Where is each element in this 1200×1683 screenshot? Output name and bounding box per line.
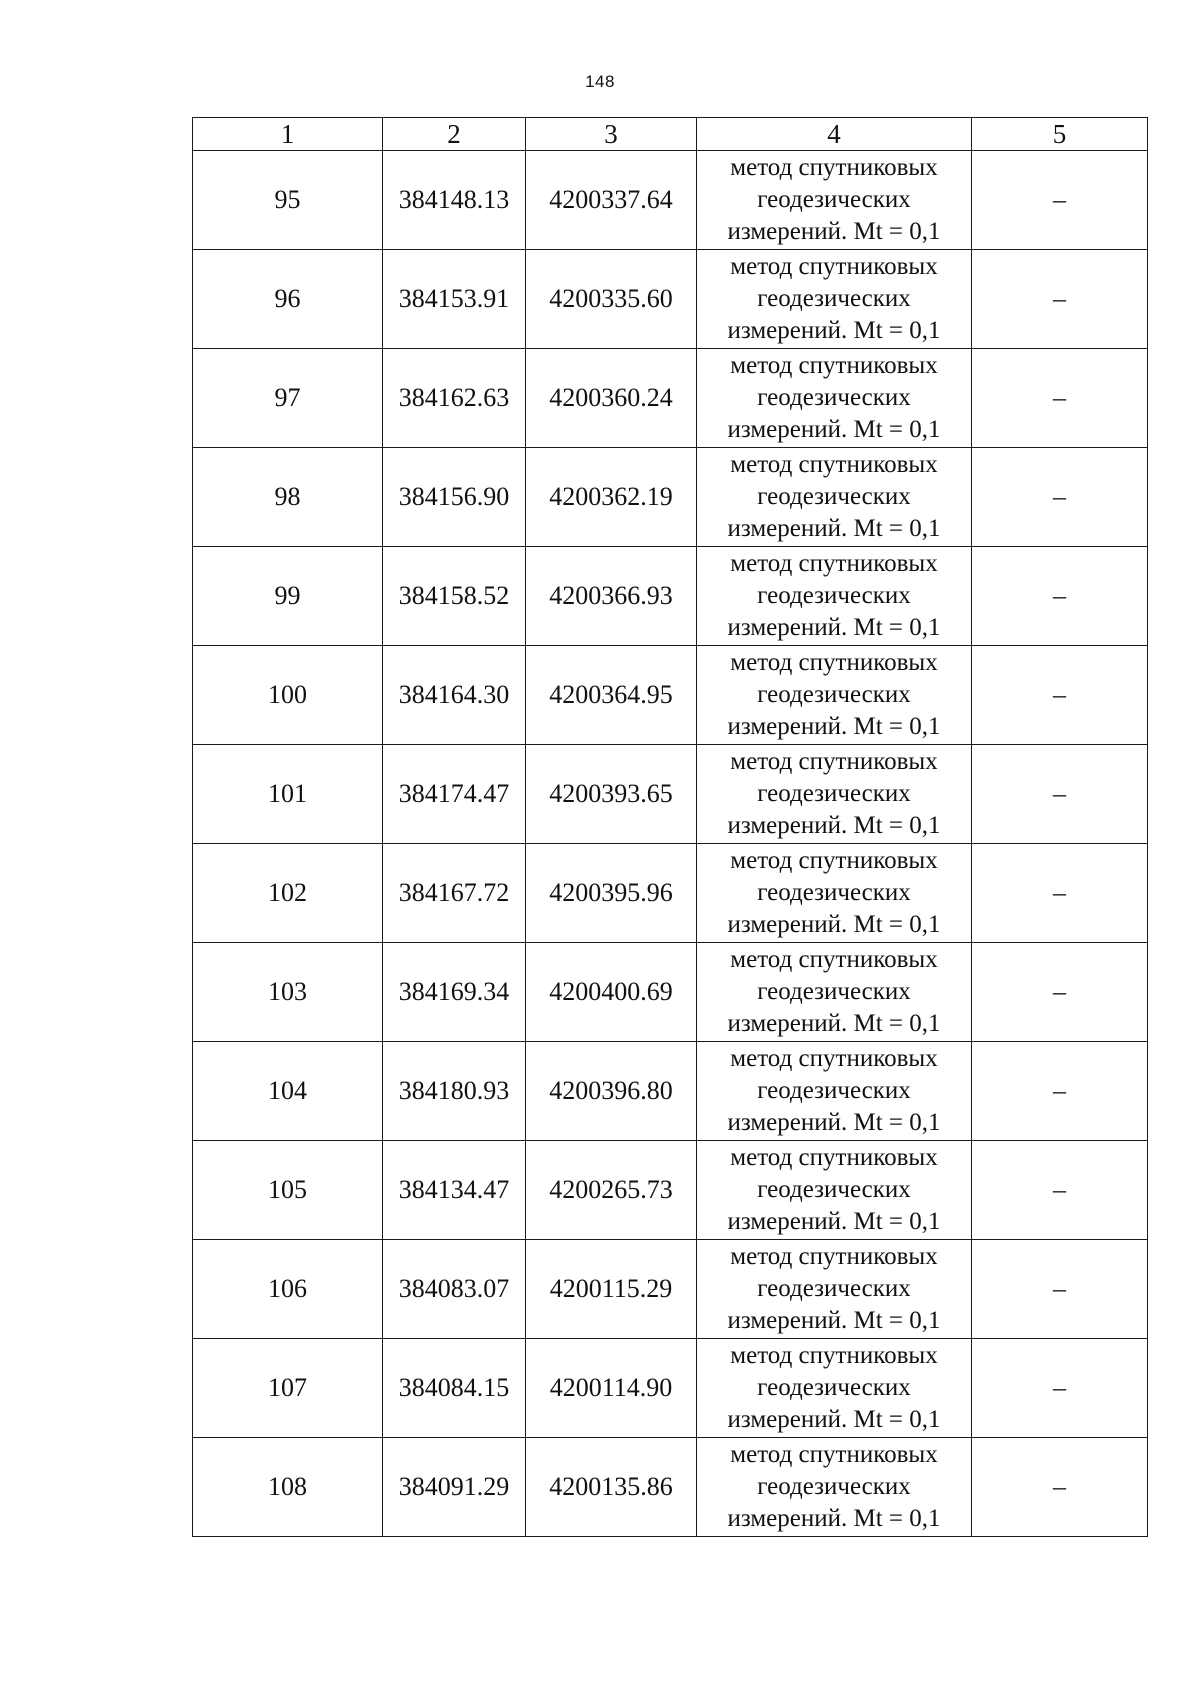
method-text-line: измерений. Mt = 0,1	[727, 218, 941, 245]
x-coordinate-cell: 384158.52	[383, 547, 526, 646]
x-coordinate-cell: 384174.47	[383, 745, 526, 844]
x-coordinate-cell: 384180.93	[383, 1042, 526, 1141]
column-header: 4	[697, 118, 972, 151]
table-row	[193, 1438, 1148, 1537]
method-text-line: измерений. Mt = 0,1	[727, 1010, 941, 1037]
note-cell: –	[972, 1438, 1148, 1537]
method-text-line: геодезических	[757, 483, 911, 510]
method-text-line: геодезических	[757, 978, 911, 1005]
table-row	[193, 646, 1148, 745]
method-cell	[697, 1042, 972, 1141]
method-text-line: измерений. Mt = 0,1	[727, 1208, 941, 1235]
method-text-line: метод спутниковых	[730, 1342, 938, 1369]
method-text-line: метод спутниковых	[730, 352, 938, 379]
method-cell	[697, 745, 972, 844]
method-text-line: метод спутниковых	[730, 1045, 938, 1072]
table-row	[193, 349, 1148, 448]
y-coordinate-cell: 4200265.73	[526, 1141, 697, 1240]
note-cell: –	[972, 349, 1148, 448]
y-coordinate-cell: 4200395.96	[526, 844, 697, 943]
method-text-line: геодезических	[757, 1275, 911, 1302]
column-header: 3	[526, 118, 697, 151]
y-coordinate-cell: 4200362.19	[526, 448, 697, 547]
method-text-line: измерений. Mt = 0,1	[727, 713, 941, 740]
method-text-line: измерений. Mt = 0,1	[727, 614, 941, 641]
point-number-cell: 95	[193, 151, 383, 250]
method-text-line: измерений. Mt = 0,1	[727, 317, 941, 344]
method-cell	[697, 646, 972, 745]
x-coordinate-cell: 384156.90	[383, 448, 526, 547]
method-text-line: геодезических	[757, 1176, 911, 1203]
header-row	[193, 118, 1148, 151]
y-coordinate-cell: 4200364.95	[526, 646, 697, 745]
method-text-line: измерений. Mt = 0,1	[727, 416, 941, 443]
note-cell: –	[972, 1042, 1148, 1141]
point-number-cell: 104	[193, 1042, 383, 1141]
x-coordinate-cell: 384148.13	[383, 151, 526, 250]
method-cell	[697, 349, 972, 448]
method-text-line: метод спутниковых	[730, 847, 938, 874]
point-number-cell: 108	[193, 1438, 383, 1537]
x-coordinate-cell: 384169.34	[383, 943, 526, 1042]
method-text-line: метод спутниковых	[730, 451, 938, 478]
note-cell: –	[972, 547, 1148, 646]
y-coordinate-cell: 4200335.60	[526, 250, 697, 349]
method-text-line: геодезических	[757, 1374, 911, 1401]
point-number-cell: 97	[193, 349, 383, 448]
method-cell	[697, 1141, 972, 1240]
y-coordinate-cell: 4200114.90	[526, 1339, 697, 1438]
table-row	[193, 844, 1148, 943]
point-number-cell: 107	[193, 1339, 383, 1438]
method-text-line: геодезических	[757, 186, 911, 213]
table-row	[193, 1339, 1148, 1438]
method-text-line: измерений. Mt = 0,1	[727, 911, 941, 938]
point-number-cell: 98	[193, 448, 383, 547]
y-coordinate-cell: 4200396.80	[526, 1042, 697, 1141]
method-text-line: метод спутниковых	[730, 946, 938, 973]
note-cell: –	[972, 1240, 1148, 1339]
y-coordinate-cell: 4200135.86	[526, 1438, 697, 1537]
y-coordinate-cell: 4200393.65	[526, 745, 697, 844]
method-text-line: метод спутниковых	[730, 748, 938, 775]
y-coordinate-cell: 4200337.64	[526, 151, 697, 250]
table-row	[193, 1042, 1148, 1141]
point-number-cell: 103	[193, 943, 383, 1042]
note-cell: –	[972, 745, 1148, 844]
note-cell: –	[972, 151, 1148, 250]
point-number-cell: 99	[193, 547, 383, 646]
x-coordinate-cell: 384084.15	[383, 1339, 526, 1438]
x-coordinate-cell: 384162.63	[383, 349, 526, 448]
table-row	[193, 1141, 1148, 1240]
page-number: 148	[585, 72, 615, 91]
note-cell: –	[972, 448, 1148, 547]
method-text-line: измерений. Mt = 0,1	[727, 812, 941, 839]
table-row	[193, 1240, 1148, 1339]
method-cell	[697, 943, 972, 1042]
y-coordinate-cell: 4200400.69	[526, 943, 697, 1042]
table-row	[193, 151, 1148, 250]
table-header	[193, 118, 1148, 151]
column-header: 2	[383, 118, 526, 151]
method-text-line: геодезических	[757, 879, 911, 906]
method-cell	[697, 547, 972, 646]
method-cell	[697, 844, 972, 943]
method-text-line: геодезических	[757, 1473, 911, 1500]
point-number-cell: 100	[193, 646, 383, 745]
y-coordinate-cell: 4200366.93	[526, 547, 697, 646]
method-text-line: геодезических	[757, 384, 911, 411]
point-number-cell: 106	[193, 1240, 383, 1339]
column-header: 5	[972, 118, 1148, 151]
table-row	[193, 250, 1148, 349]
y-coordinate-cell: 4200360.24	[526, 349, 697, 448]
x-coordinate-cell: 384164.30	[383, 646, 526, 745]
method-text-line: измерений. Mt = 0,1	[727, 1307, 941, 1334]
note-cell: –	[972, 844, 1148, 943]
method-text-line: геодезических	[757, 1077, 911, 1104]
method-text-line: метод спутниковых	[730, 550, 938, 577]
table-row	[193, 448, 1148, 547]
table-row	[193, 745, 1148, 844]
method-text-line: измерений. Mt = 0,1	[727, 1406, 941, 1433]
method-text-line: метод спутниковых	[730, 253, 938, 280]
point-number-cell: 105	[193, 1141, 383, 1240]
method-text-line: метод спутниковых	[730, 1144, 938, 1171]
method-text-line: метод спутниковых	[730, 1441, 938, 1468]
y-coordinate-cell: 4200115.29	[526, 1240, 697, 1339]
note-cell: –	[972, 646, 1148, 745]
method-text-line: геодезических	[757, 285, 911, 312]
method-cell	[697, 1339, 972, 1438]
x-coordinate-cell: 384167.72	[383, 844, 526, 943]
x-coordinate-cell: 384091.29	[383, 1438, 526, 1537]
method-text-line: геодезических	[757, 780, 911, 807]
note-cell: –	[972, 250, 1148, 349]
note-cell: –	[972, 1339, 1148, 1438]
method-text-line: измерений. Mt = 0,1	[727, 1505, 941, 1532]
point-number-cell: 101	[193, 745, 383, 844]
note-cell: –	[972, 1141, 1148, 1240]
coordinates-table	[192, 117, 1148, 1537]
method-text-line: измерений. Mt = 0,1	[727, 515, 941, 542]
method-cell	[697, 1438, 972, 1537]
method-cell	[697, 151, 972, 250]
table-body	[193, 151, 1148, 1537]
column-header: 1	[193, 118, 383, 151]
note-cell: –	[972, 943, 1148, 1042]
method-cell	[697, 448, 972, 547]
x-coordinate-cell: 384153.91	[383, 250, 526, 349]
table-row	[193, 943, 1148, 1042]
method-cell	[697, 1240, 972, 1339]
method-text-line: метод спутниковых	[730, 649, 938, 676]
method-text-line: метод спутниковых	[730, 1243, 938, 1270]
table-row	[193, 547, 1148, 646]
method-text-line: геодезических	[757, 582, 911, 609]
point-number-cell: 102	[193, 844, 383, 943]
method-text-line: геодезических	[757, 681, 911, 708]
method-cell	[697, 250, 972, 349]
x-coordinate-cell: 384134.47	[383, 1141, 526, 1240]
method-text-line: метод спутниковых	[730, 154, 938, 181]
point-number-cell: 96	[193, 250, 383, 349]
x-coordinate-cell: 384083.07	[383, 1240, 526, 1339]
method-text-line: измерений. Mt = 0,1	[727, 1109, 941, 1136]
